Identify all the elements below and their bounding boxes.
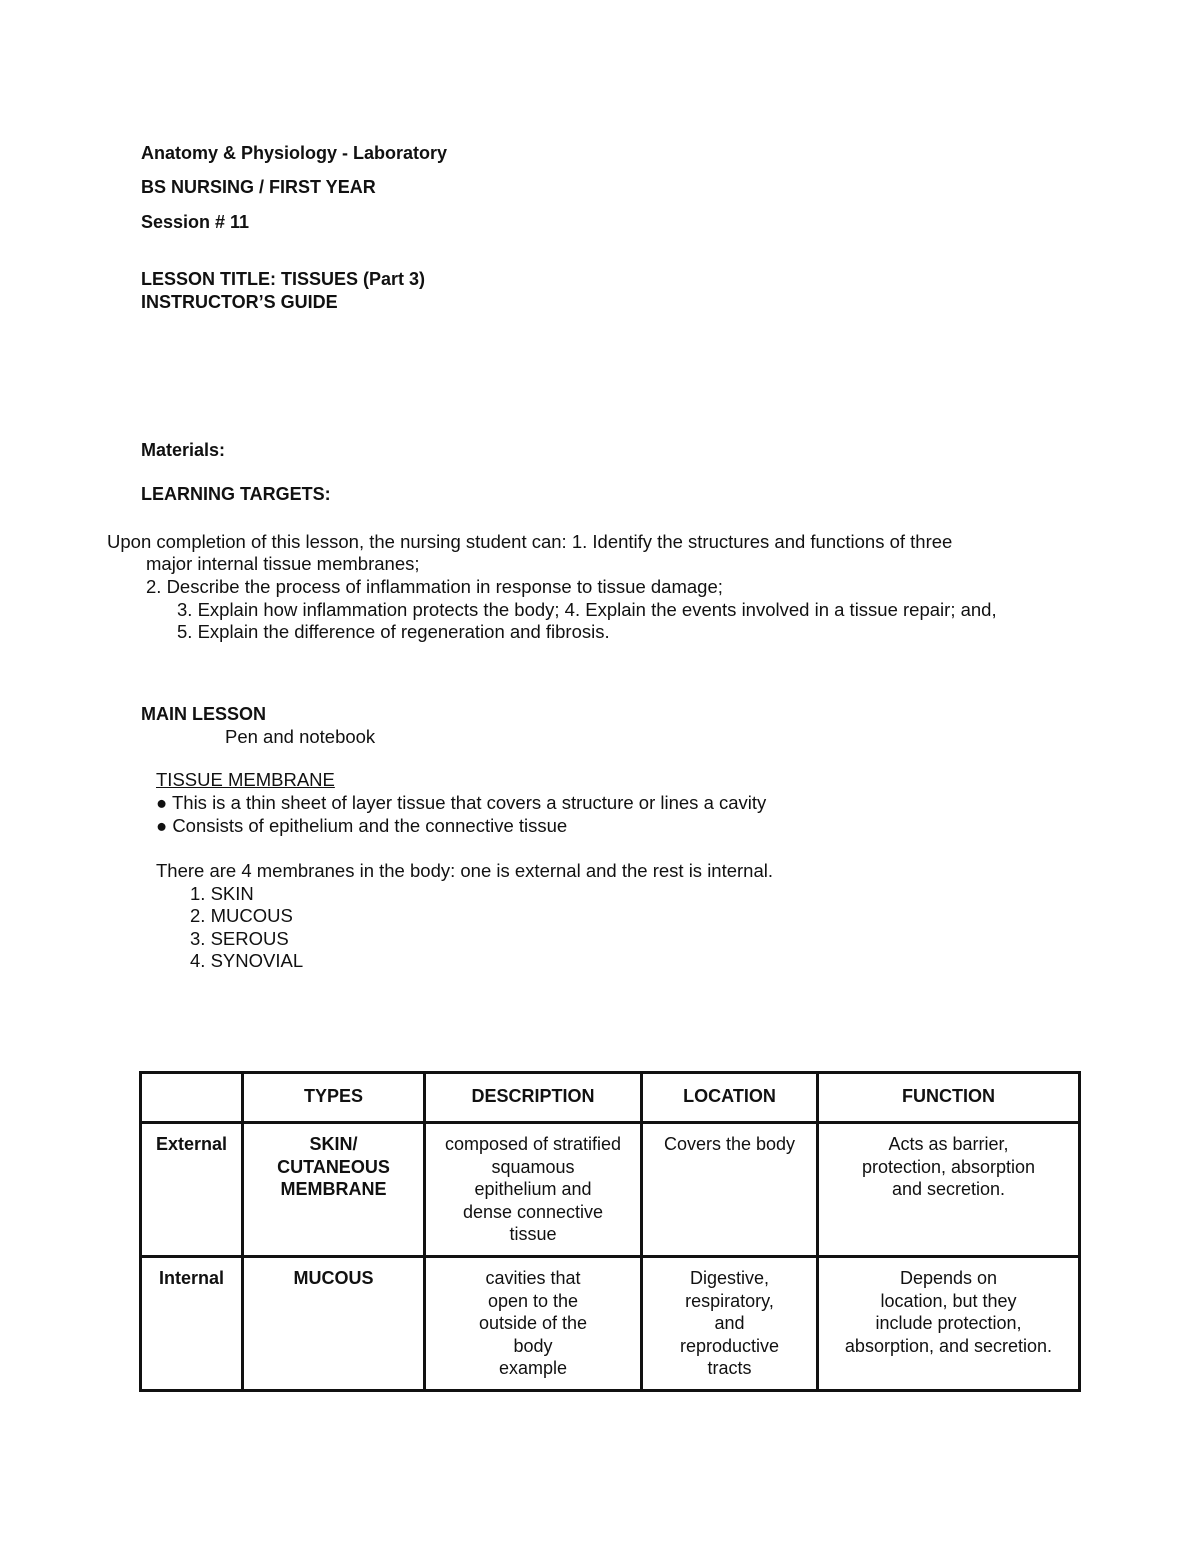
tissue-membrane-heading: TISSUE MEMBRANE xyxy=(156,769,335,790)
cell-text: SKIN/ xyxy=(309,1134,358,1154)
cell-text: Internal xyxy=(158,1268,224,1288)
function-cell xyxy=(818,1257,1080,1391)
lesson-title: LESSON TITLE: TISSUES (Part 3) xyxy=(141,269,426,289)
table-row xyxy=(141,1257,1080,1391)
bullet-item: ● This is a thin sheet of layer tissue that covers a structure or lines a cavity xyxy=(156,792,767,813)
membranes-table xyxy=(139,1071,1081,1392)
learning-target-line: Upon completion of this lesson, the nursing student can: 1. Identify the structures and functions of three xyxy=(107,531,953,552)
cell-text: outside of the xyxy=(478,1313,588,1333)
location-cell xyxy=(642,1257,818,1391)
cell-text: composed of stratified xyxy=(444,1134,622,1154)
learning-target-line: 3. Explain how inflammation protects the body; 4. Explain the events involved in a tissue repair; and, xyxy=(177,599,997,620)
cell-text: absorption, and secretion. xyxy=(844,1335,1053,1356)
cell-text: and xyxy=(714,1313,745,1333)
cell-text: MEMBRANE xyxy=(280,1179,387,1199)
materials-note: Pen and notebook xyxy=(225,726,376,747)
learning-target-line: major internal tissue membranes; xyxy=(146,553,420,574)
header-cell-location: LOCATION xyxy=(642,1073,818,1123)
cell-text: epithelium and xyxy=(474,1179,592,1199)
description-cell xyxy=(425,1123,642,1257)
table-row xyxy=(141,1123,1080,1257)
membrane-list-item: 1. SKIN xyxy=(190,883,254,904)
learning-target-line: 5. Explain the difference of regeneration and fibrosis. xyxy=(177,621,610,642)
cell-text: protection, absorption xyxy=(861,1156,1036,1177)
cell-text: and secretion. xyxy=(891,1179,1006,1199)
cell-text: example xyxy=(498,1358,568,1378)
category-cell xyxy=(141,1257,243,1391)
cell-text: respiratory, xyxy=(685,1290,774,1311)
session-label: Session # 11 xyxy=(141,212,250,232)
type-cell xyxy=(243,1123,425,1257)
program-label: BS NURSING / FIRST YEAR xyxy=(141,177,376,197)
main-lesson-heading: MAIN LESSON xyxy=(141,704,267,724)
cell-text: CUTANEOUS xyxy=(277,1156,390,1177)
guide-label: INSTRUCTOR’S GUIDE xyxy=(141,292,338,312)
course-title: Anatomy & Physiology - Laboratory xyxy=(141,143,448,163)
category-cell xyxy=(141,1123,243,1257)
cell-text: tracts xyxy=(707,1358,752,1378)
cell-text: tissue xyxy=(509,1224,557,1244)
cell-text: reproductive xyxy=(679,1335,780,1356)
cell-text: Depends on xyxy=(899,1268,998,1288)
cell-text: body xyxy=(513,1335,553,1356)
membranes-intro: There are 4 membranes in the body: one is external and the rest is internal. xyxy=(156,860,774,881)
membrane-list-item: 4. SYNOVIAL xyxy=(190,950,304,971)
cell-text: include protection, xyxy=(875,1313,1022,1333)
membrane-list-item: 2. MUCOUS xyxy=(190,905,293,926)
location-cell xyxy=(642,1123,818,1257)
learning-targets-heading: LEARNING TARGETS: xyxy=(141,484,331,504)
cell-text: External xyxy=(155,1134,228,1154)
cell-text: squamous xyxy=(491,1156,575,1177)
table-header-row xyxy=(141,1073,1080,1123)
function-cell xyxy=(818,1123,1080,1257)
cell-text: Acts as barrier, xyxy=(888,1134,1009,1154)
header-cell-description: DESCRIPTION xyxy=(425,1073,642,1123)
cell-text: open to the xyxy=(487,1290,579,1311)
membrane-list-item: 3. SEROUS xyxy=(190,928,289,949)
cell-text: location, but they xyxy=(880,1290,1017,1311)
materials-label: Materials: xyxy=(141,440,226,460)
header-cell-types: TYPES xyxy=(243,1073,425,1123)
type-cell xyxy=(243,1257,425,1391)
learning-target-line: 2. Describe the process of inflammation in response to tissue damage; xyxy=(146,576,723,597)
cell-text: Covers the body xyxy=(663,1134,796,1154)
cell-text: MUCOUS xyxy=(293,1268,374,1288)
cell-text: Digestive, xyxy=(689,1268,770,1288)
header-cell-function: FUNCTION xyxy=(818,1073,1080,1123)
cell-text: dense connective xyxy=(462,1201,604,1222)
description-cell xyxy=(425,1257,642,1391)
header-cell-empty xyxy=(141,1073,243,1123)
bullet-item: ● Consists of epithelium and the connective tissue xyxy=(156,815,568,836)
cell-text: cavities that xyxy=(485,1268,581,1288)
